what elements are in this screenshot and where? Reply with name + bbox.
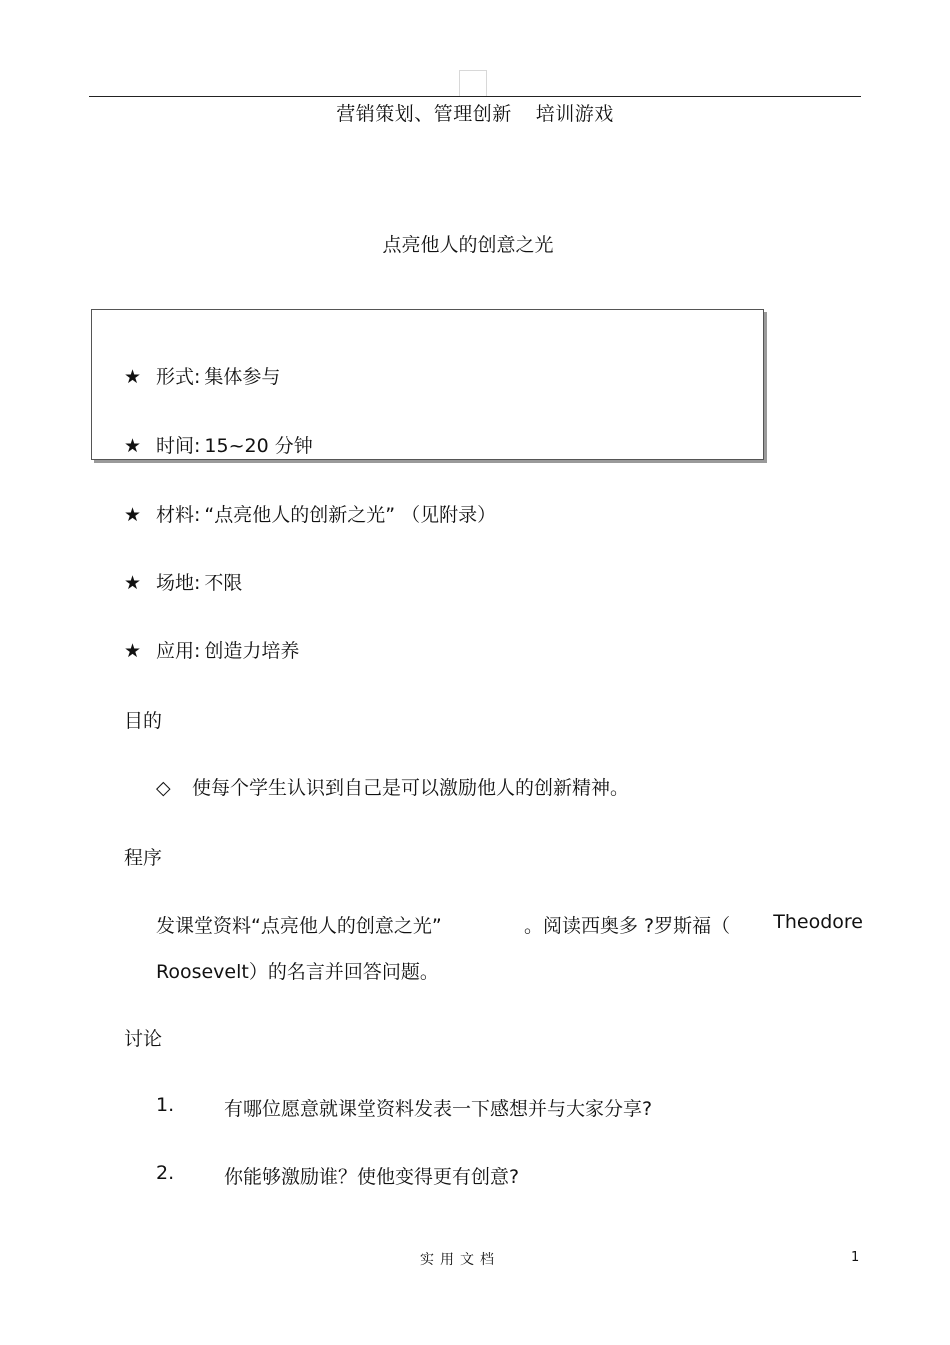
star-icon: ★ (124, 640, 142, 662)
question-number: 1. (156, 1094, 175, 1116)
diamond-bullet-icon: ◇ (156, 777, 171, 799)
procedure-text-line-2: Roosevelt）的名言并回答问题。 (156, 961, 439, 983)
question-text: 有哪位愿意就课堂资料发表一下感想并与大家分享? (224, 1098, 653, 1120)
purpose-item (156, 773, 629, 800)
info-item-time (124, 431, 313, 458)
header-right-text: 培训游戏 (535, 103, 614, 125)
procedure-text-part: Theodore (773, 911, 863, 933)
info-item-format (124, 362, 280, 389)
footer-label: 实用文档 (420, 1252, 500, 1268)
info-label: 场地: (156, 572, 201, 594)
discussion-heading: 讨论 (124, 1028, 163, 1050)
info-label: 应用: (156, 640, 201, 662)
info-value: 不限 (204, 572, 243, 594)
procedure-text-part: 。阅读西奥多 ?罗斯福（ (524, 915, 731, 937)
header-tab-mark (459, 70, 487, 96)
info-item-application (124, 636, 299, 663)
info-item-materials (124, 500, 496, 527)
header-rule (89, 96, 861, 97)
info-value: 15~20 分钟 (204, 435, 313, 457)
procedure-heading: 程序 (124, 847, 163, 869)
info-value: 集体参与 (204, 366, 281, 388)
info-item-venue (124, 568, 242, 595)
page-number: 1 (851, 1250, 860, 1265)
star-icon: ★ (124, 572, 142, 594)
star-icon: ★ (124, 504, 142, 526)
document-title: 点亮他人的创意之光 (382, 234, 554, 256)
procedure-text-part: 发课堂资料“点亮他人的创意之光” (156, 915, 442, 937)
star-icon: ★ (124, 366, 142, 388)
header-left-text: 营销策划、管理创新 (336, 103, 512, 125)
running-header (0, 99, 950, 126)
info-label: 材料: (156, 504, 201, 526)
question-text: 你能够激励谁？使他变得更有创意? (224, 1166, 520, 1188)
info-value: 创造力培养 (204, 640, 300, 662)
purpose-text: 使每个学生认识到自己是可以激励他人的创新精神。 (192, 777, 630, 799)
info-label: 时间: (156, 435, 201, 457)
info-value: “点亮他人的创新之光” （见附录） (204, 504, 497, 526)
purpose-heading: 目的 (124, 710, 163, 732)
question-number: 2. (156, 1162, 175, 1184)
info-label: 形式: (156, 366, 201, 388)
star-icon: ★ (124, 435, 142, 457)
